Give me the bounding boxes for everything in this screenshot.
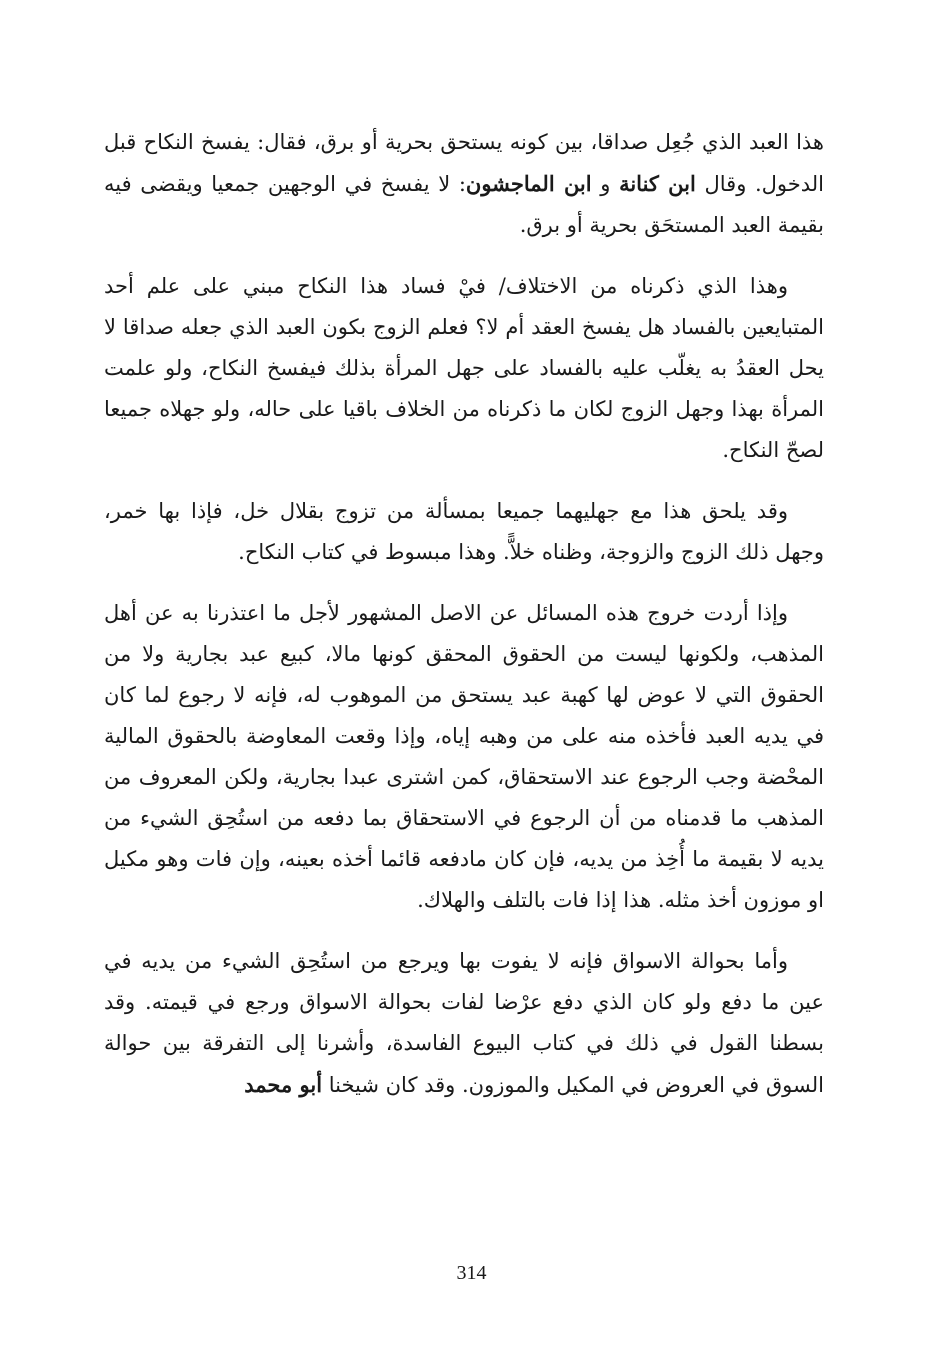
text-run: وأما بحوالة الاسواق فإنه لا يفوت بها ويرجع من استُحِق الشيء من يديه في عين ما دفع ولو كان الذي دفع عرْضا لفات بحوالة الاسواق ورجع في قيمته. وقد بسطنا القول في ذلك في كتاب البيوع الفاسدة، وأشرنا إلى التفرقة بين حوالة السوق في العروض في المكيل والموزون. وقد كان شيخنا — [104, 949, 824, 1097]
text-run: هذا العبد الذي جُعِل صداقا، بين كونه يستحق بحرية أو برق، فقال: — [249, 130, 825, 154]
body-text — [104, 122, 824, 1126]
paragraph-3 — [104, 491, 824, 573]
bold-name: ابن كنانة — [619, 171, 696, 196]
text-run: وقال — [695, 172, 755, 196]
paragraph-5 — [104, 941, 824, 1106]
paragraph-4 — [104, 593, 824, 921]
paragraph-1 — [104, 122, 824, 246]
text-run: و — [591, 172, 620, 196]
text-run: وإذا أردت خروج هذه المسائل عن الاصل المشهور لأجل ما اعتذرنا به عن أهل المذهب، ولكونها ليست من الحقوق المحقق كونها مالا، كبيع عبد بجارية ولا من الحقوق التي لا عوض لها كهبة عبد يستحق من الموهوب له، فإنه لا رجوع لما كان في يديه العبد فأخذه منه على من وهبه إياه، وإذا وقعت المعاوضة بالحقوق المالية المحْضة وجب الرجوع عند الاستحقاق، كمن اشترى عبدا بجارية، ولكن المعروف من المذهب ما قدمناه من أن الرجوع في الاستحقاق بما دفعه من استُحِق الشيء من يديه لا بقيمة ما أُخِذ من يديه، فإن كان مادفعه قائما أخذه بعينه، وإن فات وهو مكيل او موزون أخذ مثله. هذا إذا فات بالتلف والهلاك. — [104, 601, 824, 912]
bold-name: أبو محمد — [244, 1072, 323, 1097]
text-run: وهذا الذي ذكرناه من الاختلاف/ فيْ فساد هذا النكاح مبني على علم أحد المتبايعين بالفساد هل يفسخ العقد أم لا؟ فعلم الزوج بكون العبد الذي جعله صداقا لا يحل العقدُ به يغلّب عليه بالفساد على جهل المرأة بذلك فيفسخ النكاح، ولو علمت المرأة بهذا وجهل الزوج لكان ما ذكرناه من الخلاف باقيا على حاله، ولو جهلاه جميعا لصحّ النكاح. — [104, 274, 824, 462]
text-run: وقد يلحق هذا مع جهليهما جميعا بمسألة من تزوج بقلال خل، فإذا بها خمر، وجهل ذلك الزوج والزوجة، وظناه خلاًّ. وهذا مبسوط في كتاب النكاح. — [104, 499, 824, 564]
text-run: يفسخ النكاح قبل الدخول. — [104, 130, 825, 196]
paragraph-2 — [104, 266, 824, 471]
bold-name: ابن الماجشون — [465, 171, 592, 196]
text-run: : لا يفسخ في الوجهين جمعيا ويقضى فيه بقيمة العبد المستحَق بحرية أو برق. — [104, 172, 824, 237]
page-number: 314 — [456, 1262, 487, 1284]
